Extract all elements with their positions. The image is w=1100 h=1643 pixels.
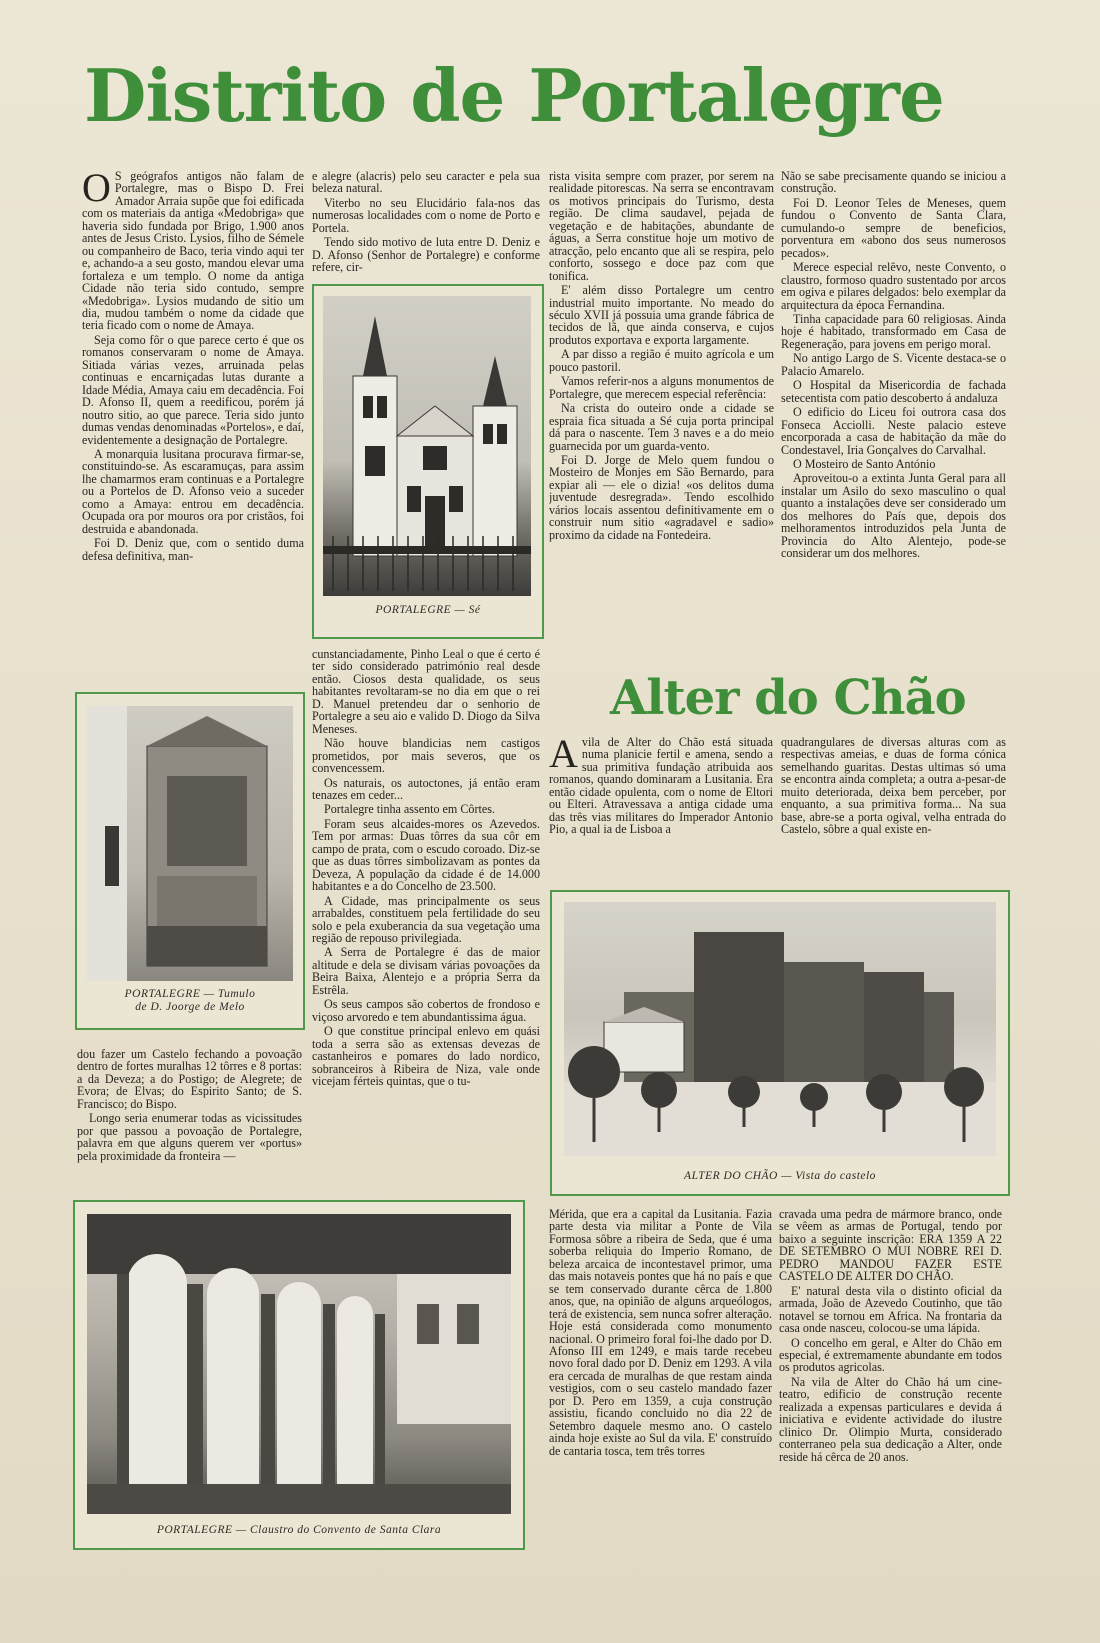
paragraph: e alegre (alacris) pelo seu caracter e pela sua beleza natural. [312,170,540,196]
paragraph: No antigo Largo de S. Vicente destaca-se o Palacio Amarelo. [781,351,1006,378]
paragraph: O Hospital da Misericordia de fachada setecentista com patio descoberto á andaluza [781,378,1006,405]
drop-cap: A [549,736,578,776]
paragraph: Foram seus alcaides-mores os Azevedos. Tem por armas: Duas tôrres da sua côr em campo de prata, com o escudo coroado. Diz-se que as duas tôrres simbolizavam as pontes da Deveza, A população da cidade é de 14.000 habitantes e a do Concelho de 23.500. [312,816,540,894]
alter-column-2 [781,736,1006,880]
caption-line: de D. Joorge de Melo [135,1001,245,1013]
castle-photo [564,902,996,1156]
article-column-2-bottom [312,648,540,1182]
paragraph: A monarquia lusitana procurava firmar-se, constituindo-se. As escaramuças, para assim lhe chamarmos eram continuas e a Portalegre ou a Portelos de D. Afonso veio a suceder como a Amaya: entrou em decadência. Ocupada ora por mouros ora por cristãos, foi destruida e abandonada. [82,446,304,536]
article-column-2-top [312,170,540,274]
photo-caption-castelo: ALTER DO CHÃO — Vista do castelo [684,1170,876,1182]
paragraph: S geógrafos antigos não falam de Portalegre, mas o Bispo D. Frei Amador Arraia supõe que foi edificada com os materiais da antiga «Medobriga» que haveria sido fundada por Brigo, 1.900 anos antes de Jesus Cristo. Lysios, filho de Sémele ou companheiro de Baco, teria vindo aqui ter e, achando-a a seu gosto, mandou elevar uma fortaleza e um templo. O nome da antiga Cidade não teria sido contudo, sempre «Medobriga». Lysios mudando de sitio um dia, mudou também o nome da cidade que teria ficado com o nome de Amaya. [82,170,304,333]
photo-caption-claustro: PORTALEGRE — Claustro do Convento de Santa Clara [156,1524,442,1536]
cloister-illustration [87,1214,511,1514]
paragraph: O edificio do Liceu foi outrora casa dos Fonseca Acciolli. Neste palacio esteve encorporada a casa de habitação da mãe do Condestavel, Iria Gonçalves do Carvalhal. [781,405,1006,457]
paragraph: Não se sabe precisamente quando se iniciou a construção. [781,170,1006,196]
paragraph: Foi D. Leonor Teles de Meneses, quem fundou o Convento de Santa Clara, cumulando-o sempre de beneficios, porventura em «abono dos seus numerosos pecados». [781,195,1006,260]
paragraph: E' além disso Portalegre um centro industrial muito importante. No meado do século XVII já possuia uma grande fábrica de tecidos de lã, que ainda conserva, e cujos produtos exportava e exporta largamente. [549,283,774,347]
page-title: Distrito de Portalegre [84,53,944,138]
paragraph: cravada uma pedra de mármore branco, onde se vêem as armas de Portugal, tendo por baixo a seguinte inscrição: ERA 1359 A 22 DE SETEMBRO O MUI NOBRE REI D. PEDRO MANDOU FAZER ESTE CASTELO DE ALTER DO CHÃO. [779,1208,1002,1284]
paragraph: Foi D. Jorge de Melo quem fundou o Mosteiro de Monjes em São Bernardo, para expiar ali — ele o dizia! «os delitos duma juventude desregrada». Tendo escolhido vários locais assentou definitivamente em o construir num sitio «agradavel e sadio» proximo da cidade na Fontedeira. [549,452,774,542]
tomb-photo [87,706,293,981]
paragraph: dou fazer um Castelo fechando a povoação dentro de fortes muralhas 12 tôrres e 8 portas: a da Deveza; a do Postigo; de Alegrete; de Evora; de Elvas; do Espirito Santo; de S. Francisco; do Bispo. [77,1048,302,1111]
paragraph: Não houve blandicias nem castigos prometidos, por mais severos, que os convencessem. [312,736,540,776]
paragraph: Na crista do outeiro onde a cidade se espraia fica situada a Sé cuja porta principal dá para o nascente. Tem 3 naves e a do meio guarnecida por um guarda-vento. [549,401,774,453]
photo-frame-castelo [550,890,1010,1196]
paragraph: O que constitue principal enlevo em quási toda a serra são as extensas devezas de castanheiros e pomares do lado nordico, sobranceiros à Ribeira de Niza, vale onde vicejam férteis quintas, que o tu- [312,1024,540,1088]
paragraph: Mérida, que era a capital da Lusitania. Fazia parte desta via militar a Ponte de Vila Formosa sôbre a ribeira de Seda, que é uma soberba reliquia do Imperio Romano, de beleza arcaica de incontestavel primor, uma das mais notaveis pontes que há no país e que se tem conservado durante cêrca de 1.800 anos, que, na opinião de alguns arqueólogos, terá de existencia, sem nunca sofrer alteração. Hoje está considerada como monumento nacional. O primeiro foral foi-lhe dado por D. Afonso III em 1249, e mais tarde recebeu novo foral dado por D. Deniz em 1293. A vila era cercada de muralhas de que restam ainda vestigios, com o seu castelo mandado fazer por D. Pero em 1359, a cuja construção assistiu, ficando concluido no dia 22 de Setembro daquele mesmo ano. O castelo ainda hoje existe ao Sul da vila. E' construído de cantaria tosca, tem três torres [549,1208,772,1458]
paragraph: E' natural desta vila o distinto oficial da armada, João de Azevedo Coutinho, que tão notavel se tornou em Africa. Na frontaria da casa onde nasceu, colocou-se uma lápida. [779,1283,1002,1336]
alter-column-3 [549,1208,772,1556]
article-column-3 [549,170,774,664]
paragraph: O concelho em geral, e Alter do Chão em especial, é extremamente abundante em todos os produtos agricolas. [779,1335,1002,1375]
paragraph: rista visita sempre com prazer, por serem na realidade pitorescas. Na serra se encontravam os motivos principais do Turismo, desta região. De clima saudavel, pejada de vegetação e de habitações, abundante de águas, a Serra constitue hoje um motivo de atracção, pelo encanto que ali se respira, pelo conforto, sossego e doce paz com que tonifica. [549,170,774,283]
section-title: Alter do Chão [610,670,966,726]
drop-cap: O [82,170,111,210]
paragraph: Foi D. Deniz que, com o sentido duma defesa definitiva, man- [82,536,304,563]
photo-frame-se [312,284,544,639]
paragraph: O Mosteiro de Santo António [793,456,936,471]
cloister-photo [87,1214,511,1514]
paragraph: Os seus campos são cobertos de frondoso e viçoso arvoredo e tem abundantissima água. [312,997,540,1024]
paragraph: vila de Alter do Chão está situada numa planicie fertil e amena, sendo a sua primitiva fundação atribuida aos romanos, quando dominaram a Lusitania. Era então cidade opulenta, com o nome de Eltori ou Elteri. Atravessava a antiga cidade uma das três vias militares do Imperador Antonio Pio, a qual ia de Lisboa a [549,736,773,837]
photo-caption-tumulo [77,988,303,1014]
paragraph: Longo seria enumerar todas as vicissitudes por que passou a povoação de Portalegre, palavra em que alguns querem ver «portus» pela proximidade da fronteira — [77,1111,302,1163]
paragraph: Vamos referir-nos a alguns monumentos de Portalegre, que merecem especial referência: [549,374,774,401]
tomb-illustration [87,706,293,981]
paragraph: A Serra de Portalegre é das de maior altitude e dela se divisam várias povoações da Beira Baixa, Alentejo e a própria Serra da Estrêla. [312,945,540,997]
paragraph: Portalegre tinha assento em Côrtes. [324,802,495,817]
paragraph: A par disso a região é muito agrícola e um pouco pastoril. [549,347,774,374]
paragraph: Tinha capacidade para 60 religiosas. Ainda hoje é habitado, transformado em Casa de Regeneração, para jovens em perigo moral. [781,311,1006,351]
article-column-4 [781,170,1006,664]
article-column-1-bottom [77,1048,302,1184]
paragraph: Tendo sido motivo de luta entre D. Deniz e D. Afonso (Senhor de Portalegre) e conforme refere, cir- [312,235,540,274]
paragraph: Seja como fôr o que parece certo é que os romanos conservaram o nome de Amaya. Sitiada várias vezes, arruinada pelas continuas e encarniçadas lutas durante a Idade Média, Amaya caiu em decadência. Foi D. Afonso II, quem a reedificou, porém já noutro sitio, ao que parece. Teria sido junto dumas vendas denominadas «Portelos», e daí, evidentemente a designação de Portalegre. [82,332,304,447]
photo-frame-claustro [73,1200,525,1550]
paragraph: Viterbo no seu Elucidário fala-nos das numerosas localidades com o nome de Porto e Portela. [312,195,540,235]
paragraph: Merece especial relêvo, neste Convento, o claustro, formoso quadro sustentado por arcos em ogiva e pilares delgados: belo exemplar da arquitectura da época Fernandina. [781,260,1006,312]
paragraph: Na vila de Alter do Chão há um cine-teatro, edificio de construção recente realizada a expensas particulares e devida á iniciativa e evidente actividade do ilustre clinico Dr. Olimpio Murta, considerado conterraneo pela sua dedicação a Alter, onde reside há cêrca de 20 anos. [779,1374,1002,1464]
photo-frame-tumulo [75,692,305,1030]
paragraph: Os naturais, os autoctones, já então eram tenazes em ceder... [312,775,540,802]
paragraph: Aproveitou-o a extinta Junta Geral para all instalar um Asilo do sexo masculino o qual quanto a instalações deve ser considerado um dos melhores do País que, depois dos melhoramentos introduzidos pela Junta de Provincia do Alto Alentejo, pode-se considerar um dos melhores. [781,471,1006,561]
photo-caption-se: PORTALEGRE — Sé [375,604,481,616]
cathedral-illustration [323,296,531,596]
paragraph: quadrangulares de diversas alturas com as respectivas ameias, e duas de forma cónica semelhando guaritas. Destas ultimas só uma se encontra ainda completa; a outra a-pesar-de muito deteriorada, deixa bem perceber, por enquanto, a sua primitiva forma... Na sua base, abre-se a porta ogival, velha entrada do Castelo, sôbre a qual existe en- [781,736,1006,837]
castle-illustration [564,902,996,1156]
alter-column-1 [549,736,773,880]
alter-column-4 [779,1208,1002,1556]
article-column-1 [82,170,304,682]
caption-line: PORTALEGRE — Tumulo [124,988,256,1000]
paragraph: A Cidade, mas principalmente os seus arrabaldes, constituem pela fertilidade do seu solo e pela exuberancia da sua vegetação uma região de repouso privilegiada. [312,893,540,945]
paragraph: cunstanciadamente, Pinho Leal o que é certo é ter sido considerado património real desde então. Ciosos desta qualidade, os seus habitantes revoltaram-se no dia em que o rei D. Manuel pretendeu dar o senhorio de Portalegre a seu aio e valido D. Diogo da Silva Meneses. [312,648,540,736]
cathedral-photo [323,296,531,596]
